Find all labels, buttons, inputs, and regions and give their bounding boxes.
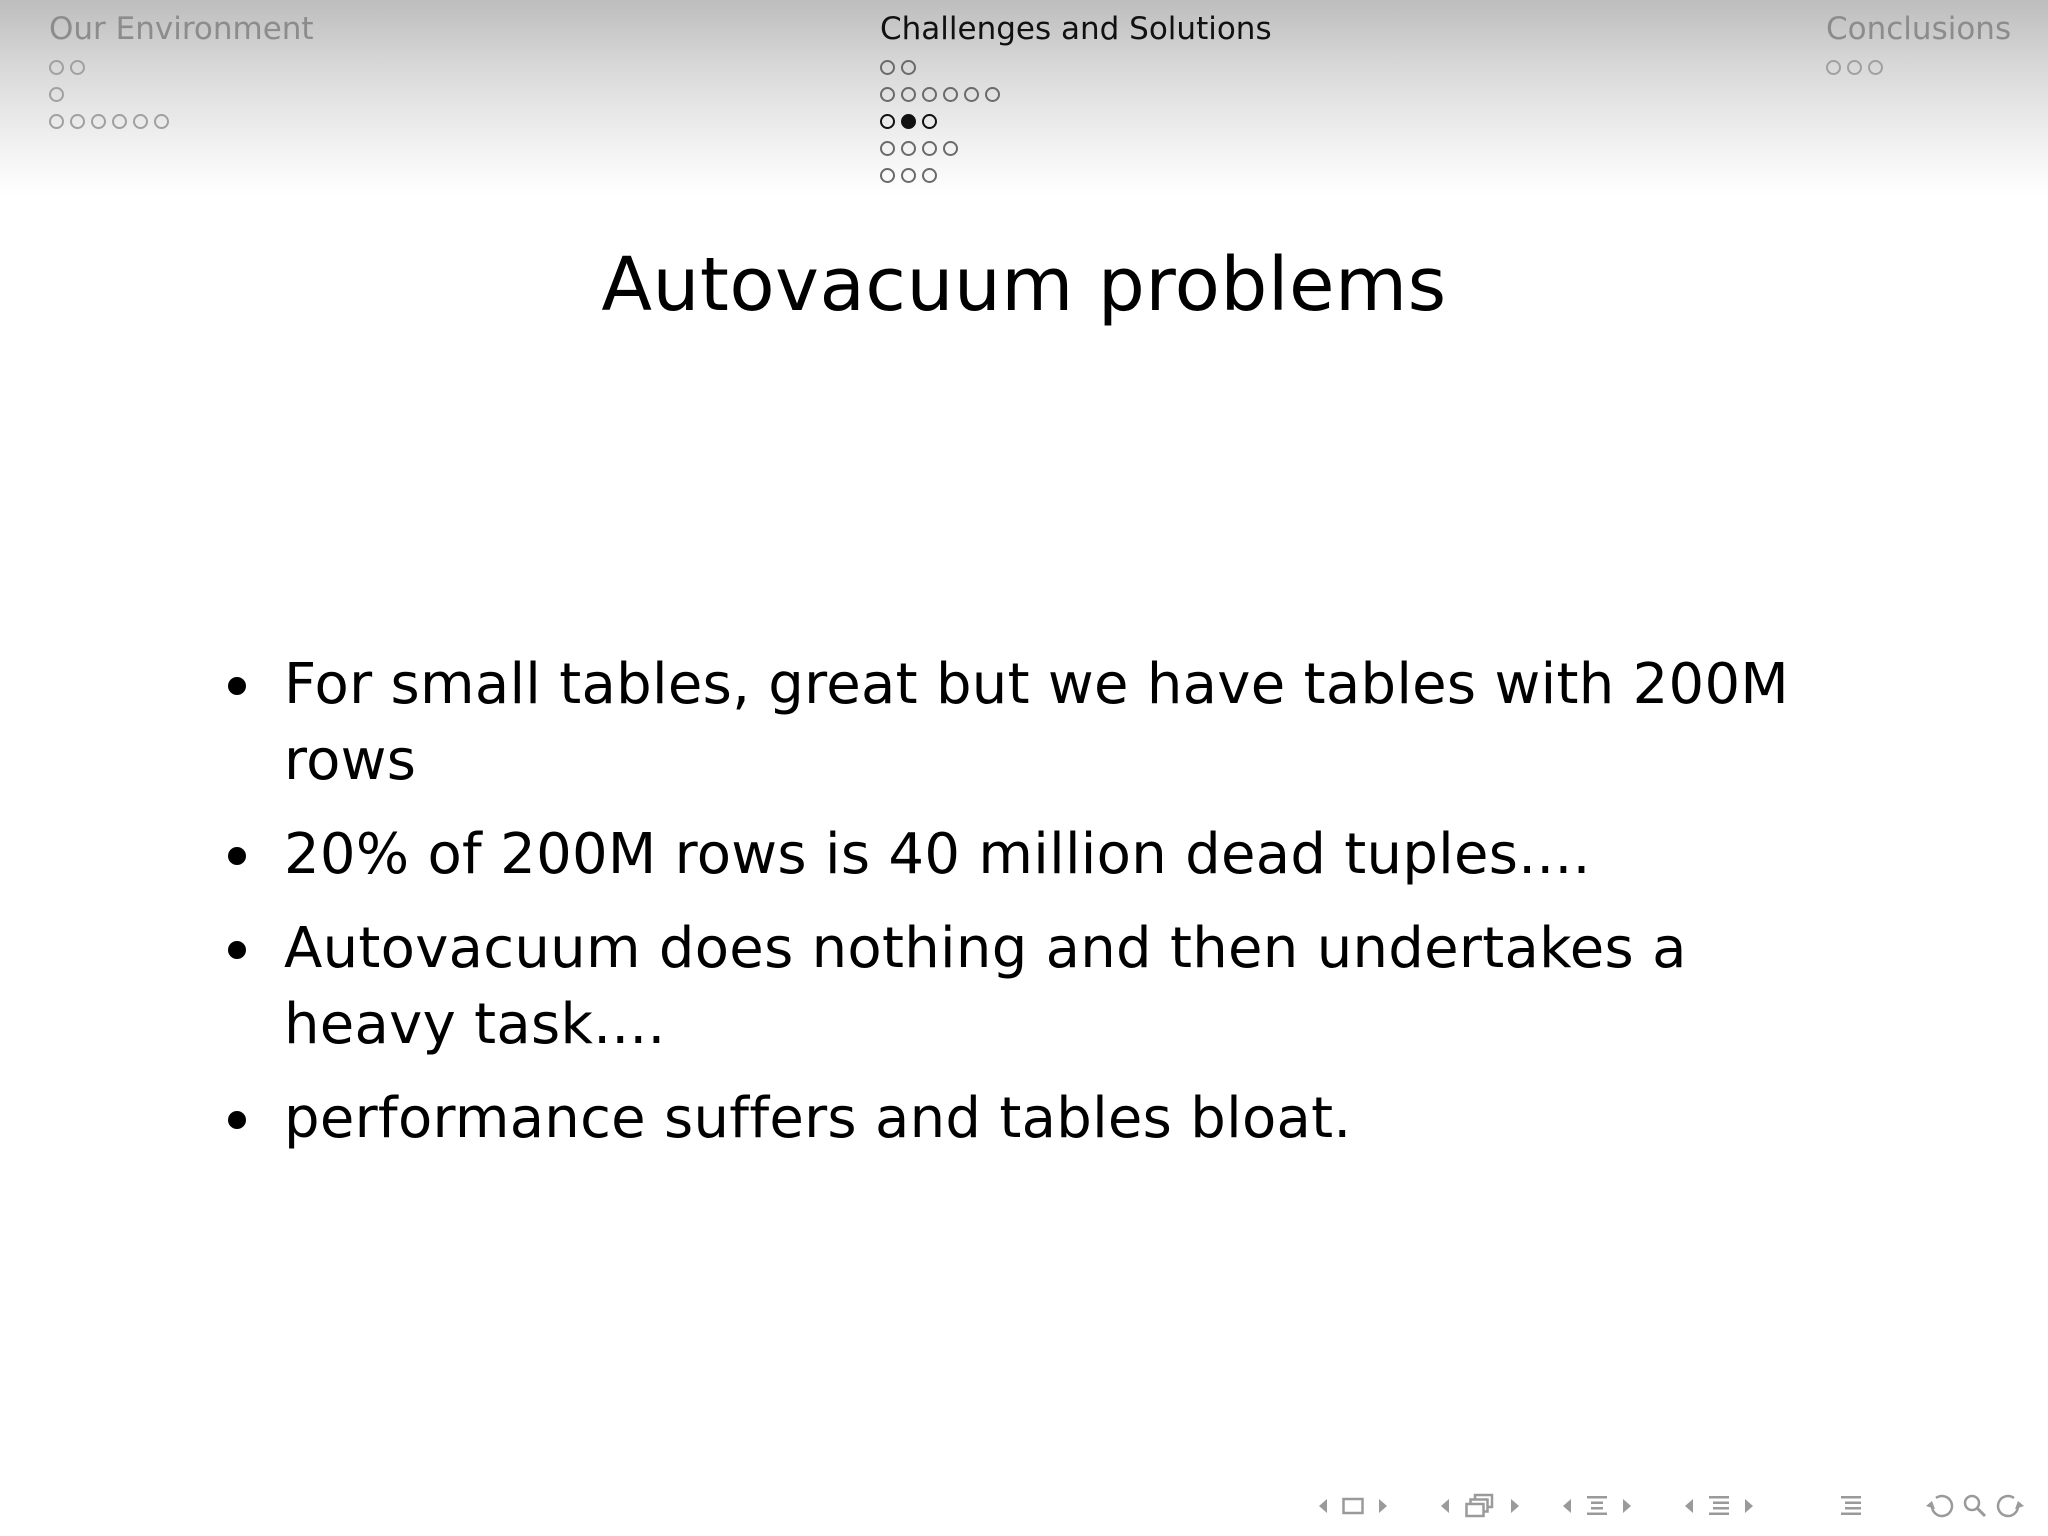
section-prev-icon[interactable]	[1556, 1488, 1578, 1524]
mini-frame-row	[880, 162, 1272, 189]
nav-section-conclusions[interactable]	[1826, 10, 2011, 81]
frame-dot-icon[interactable]	[922, 141, 937, 156]
frame-dot-icon[interactable]	[70, 114, 85, 129]
mini-frame-row	[880, 135, 1272, 162]
section-next-icon[interactable]	[1616, 1488, 1638, 1524]
frame-dot-icon[interactable]	[154, 114, 169, 129]
current-frame-dot-icon[interactable]	[901, 114, 916, 129]
bullet-text: 20% of 200M rows is 40 million dead tuples....	[284, 822, 1591, 887]
frame-next-icon[interactable]	[1372, 1488, 1394, 1524]
frame-dot-icon[interactable]	[880, 168, 895, 183]
subsection-icon[interactable]	[1462, 1488, 1498, 1524]
frame-dot-icon[interactable]	[880, 60, 895, 75]
frame-dot-icon[interactable]	[901, 87, 916, 102]
frame-dot-icon[interactable]	[985, 87, 1000, 102]
mini-frame-row	[880, 81, 1272, 108]
frame-title: Autovacuum problems	[601, 242, 1447, 328]
forward-icon[interactable]	[1994, 1488, 2028, 1524]
beamer-navigation-symbols	[1312, 1488, 2032, 1524]
mini-frame-row	[49, 54, 314, 81]
search-icon[interactable]	[1960, 1488, 1990, 1524]
frame-dot-icon[interactable]	[901, 168, 916, 183]
subsection-prev-icon[interactable]	[1434, 1488, 1456, 1524]
frame-dot-icon[interactable]	[922, 168, 937, 183]
mini-frame-row	[49, 108, 314, 135]
frame-dot-icon[interactable]	[112, 114, 127, 129]
frame-dot-icon[interactable]	[943, 141, 958, 156]
bullet-list	[222, 647, 1862, 1175]
document-next-icon[interactable]	[1738, 1488, 1760, 1524]
frame-prev-icon[interactable]	[1312, 1488, 1334, 1524]
frame-dot-icon[interactable]	[880, 114, 895, 129]
frame-dot-icon[interactable]	[49, 60, 64, 75]
frame-dot-icon[interactable]	[901, 141, 916, 156]
frame-dot-icon[interactable]	[880, 141, 895, 156]
frame-dot-icon[interactable]	[70, 60, 85, 75]
nav-section-title[interactable]: Challenges and Solutions	[880, 11, 1272, 47]
mini-frame-dots	[880, 54, 1272, 189]
frame-dot-icon[interactable]	[133, 114, 148, 129]
document-prev-icon[interactable]	[1678, 1488, 1700, 1524]
frame-dot-icon[interactable]	[91, 114, 106, 129]
bullet-icon	[228, 677, 246, 695]
document-icon[interactable]	[1704, 1488, 1734, 1524]
nav-section-title[interactable]: Our Environment	[49, 11, 314, 47]
frame-dot-icon[interactable]	[922, 87, 937, 102]
frame-dot-icon[interactable]	[1826, 60, 1841, 75]
mini-frame-dots	[1826, 54, 2011, 81]
section-icon[interactable]	[1582, 1488, 1612, 1524]
nav-section-challenges-and-solutions[interactable]	[880, 10, 1272, 189]
back-icon[interactable]	[1922, 1488, 1956, 1524]
bullet-text: performance suffers and tables bloat.	[284, 1086, 1352, 1151]
bullet-item	[222, 1081, 1862, 1157]
bullet-icon	[228, 941, 246, 959]
frame-dot-icon[interactable]	[1868, 60, 1883, 75]
bullet-text: For small tables, great but we have tables with 200M rows	[284, 652, 1790, 793]
bullet-text: Autovacuum does nothing and then undertakes a heavy task....	[284, 916, 1687, 1057]
frame-dot-icon[interactable]	[880, 87, 895, 102]
appendix-icon[interactable]	[1836, 1488, 1866, 1524]
bullet-icon	[228, 847, 246, 865]
subsection-next-icon[interactable]	[1504, 1488, 1526, 1524]
mini-frame-row	[880, 54, 1272, 81]
nav-section-our-environment[interactable]	[49, 10, 314, 135]
frame-dot-icon[interactable]	[964, 87, 979, 102]
frame-dot-icon[interactable]	[943, 87, 958, 102]
bullet-item	[222, 817, 1862, 893]
mini-frame-dots	[49, 54, 314, 135]
frame-dot-icon[interactable]	[49, 87, 64, 102]
frame-dot-icon[interactable]	[49, 114, 64, 129]
nav-section-title[interactable]: Conclusions	[1826, 11, 2012, 47]
section-navigation-bar	[0, 0, 2048, 196]
frame-icon[interactable]	[1338, 1488, 1368, 1524]
mini-frame-row	[49, 81, 314, 108]
frame-dot-icon[interactable]	[922, 114, 937, 129]
frame-dot-icon[interactable]	[901, 60, 916, 75]
bullet-item	[222, 911, 1862, 1063]
frame-dot-icon[interactable]	[1847, 60, 1862, 75]
mini-frame-row	[880, 108, 1272, 135]
bullet-icon	[228, 1111, 246, 1129]
mini-frame-row	[1826, 54, 2011, 81]
bullet-item	[222, 647, 1862, 799]
